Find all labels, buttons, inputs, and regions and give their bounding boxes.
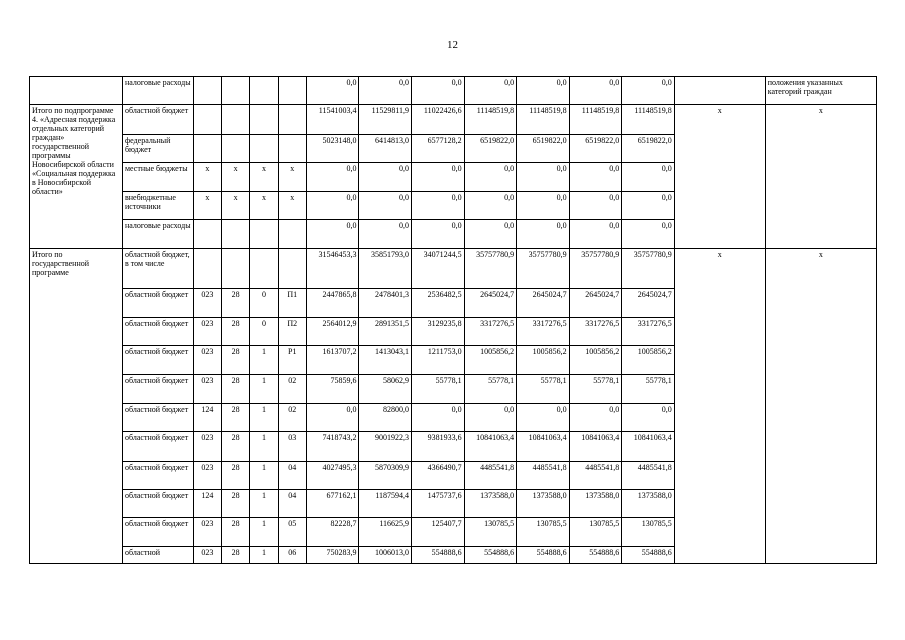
amount-cell: 0,0 — [569, 404, 622, 432]
row-label-cell: Итого по подпрограмме 4. «Адресная поддержка отдельных категорий граждан» государственной программы Новосибирской области «Социальная поддержка в Новосибирской области» — [30, 105, 123, 249]
budget-code-cell: 023 — [193, 289, 221, 318]
executor-cell: x — [674, 105, 765, 249]
amount-cell: 4027495,3 — [306, 462, 359, 490]
amount-cell: 35757780,9 — [464, 249, 517, 289]
amount-cell: 125407,7 — [412, 518, 465, 547]
amount-cell: 9381933,6 — [412, 432, 465, 462]
amount-cell: 0,0 — [306, 404, 359, 432]
budget-code-cell: 124 — [193, 404, 221, 432]
amount-cell: 2645024,7 — [464, 289, 517, 318]
amount-cell: 1373588,0 — [622, 490, 675, 518]
amount-cell: 35851793,0 — [359, 249, 412, 289]
budget-code-cell: x — [222, 192, 250, 220]
amount-cell: 1005856,2 — [569, 346, 622, 375]
budget-code-cell — [278, 220, 306, 249]
amount-cell: 0,0 — [359, 77, 412, 105]
amount-cell: 0,0 — [464, 192, 517, 220]
amount-cell: 1373588,0 — [464, 490, 517, 518]
amount-cell: 4485541,8 — [464, 462, 517, 490]
amount-cell: 4485541,8 — [569, 462, 622, 490]
table-row — [30, 77, 877, 105]
page-number: 12 — [447, 39, 458, 51]
amount-cell: 6519822,0 — [517, 135, 570, 163]
budget-code-cell: x — [193, 163, 221, 192]
amount-cell: 0,0 — [464, 220, 517, 249]
amount-cell: 1475737,6 — [412, 490, 465, 518]
amount-cell: 35757780,9 — [622, 249, 675, 289]
funding-source-cell: областной бюджет — [122, 404, 193, 432]
budget-code-cell: x — [222, 163, 250, 192]
executor-cell: x — [674, 249, 765, 564]
budget-code-cell: 04 — [278, 490, 306, 518]
amount-cell: 0,0 — [569, 220, 622, 249]
budget-code-cell — [222, 105, 250, 135]
funding-source-cell: областной бюджет — [122, 375, 193, 404]
budget-code-cell: 06 — [278, 547, 306, 564]
amount-cell: 0,0 — [464, 77, 517, 105]
budget-code-cell: 124 — [193, 490, 221, 518]
amount-cell: 554888,6 — [464, 547, 517, 564]
amount-cell: 3317276,5 — [464, 318, 517, 346]
budget-code-cell: x — [278, 163, 306, 192]
amount-cell: 0,0 — [359, 163, 412, 192]
amount-cell: 0,0 — [412, 163, 465, 192]
budget-code-cell — [222, 135, 250, 163]
funding-source-cell: областной бюджет — [122, 462, 193, 490]
amount-cell: 55778,1 — [622, 375, 675, 404]
budget-code-cell: 0 — [250, 289, 278, 318]
amount-cell: 11148519,8 — [517, 105, 570, 135]
amount-cell: 554888,6 — [622, 547, 675, 564]
budget-code-cell: 03 — [278, 432, 306, 462]
budget-code-cell — [193, 105, 221, 135]
funding-source-cell: налоговые расходы — [122, 220, 193, 249]
amount-cell: 0,0 — [306, 220, 359, 249]
amount-cell: 11148519,8 — [622, 105, 675, 135]
budget-code-cell — [250, 77, 278, 105]
budget-code-cell: П1 — [278, 289, 306, 318]
amount-cell: 0,0 — [306, 192, 359, 220]
amount-cell: 31546453,3 — [306, 249, 359, 289]
amount-cell: 10841063,4 — [622, 432, 675, 462]
row-label-cell: Итого по государственной программе — [30, 249, 123, 564]
funding-source-cell: областной бюджет — [122, 518, 193, 547]
budget-code-cell: 28 — [222, 404, 250, 432]
budget-code-cell: 1 — [250, 518, 278, 547]
funding-source-cell: налоговые расходы — [122, 77, 193, 105]
budget-code-cell: 04 — [278, 462, 306, 490]
amount-cell: 4366490,7 — [412, 462, 465, 490]
amount-cell: 11529811,9 — [359, 105, 412, 135]
executor-cell — [674, 77, 765, 105]
amount-cell: 3317276,5 — [569, 318, 622, 346]
amount-cell: 0,0 — [622, 404, 675, 432]
funding-source-cell: областной бюджет — [122, 432, 193, 462]
budget-code-cell: 28 — [222, 432, 250, 462]
amount-cell: 1005856,2 — [464, 346, 517, 375]
amount-cell: 1373588,0 — [569, 490, 622, 518]
amount-cell: 35757780,9 — [517, 249, 570, 289]
amount-cell: 4485541,8 — [517, 462, 570, 490]
amount-cell: 1006013,0 — [359, 547, 412, 564]
funding-source-cell: местные бюджеты — [122, 163, 193, 192]
budget-code-cell: P1 — [278, 346, 306, 375]
budget-table — [29, 76, 877, 564]
funding-source-cell: областной — [122, 547, 193, 564]
amount-cell: 1373588,0 — [517, 490, 570, 518]
funding-source-cell: внебюджетные источники — [122, 192, 193, 220]
amount-cell: 5870309,9 — [359, 462, 412, 490]
amount-cell: 0,0 — [517, 192, 570, 220]
budget-code-cell — [193, 249, 221, 289]
result-cell: x — [765, 249, 876, 564]
budget-code-cell: 02 — [278, 404, 306, 432]
budget-code-cell: 05 — [278, 518, 306, 547]
amount-cell: 4485541,8 — [622, 462, 675, 490]
funding-source-cell: федеральный бюджет — [122, 135, 193, 163]
budget-code-cell — [250, 105, 278, 135]
amount-cell: 2478401,3 — [359, 289, 412, 318]
budget-code-cell: x — [250, 192, 278, 220]
funding-source-cell: областной бюджет — [122, 289, 193, 318]
amount-cell: 0,0 — [569, 77, 622, 105]
budget-code-cell: 28 — [222, 547, 250, 564]
budget-code-cell: 28 — [222, 346, 250, 375]
budget-code-cell: 1 — [250, 547, 278, 564]
amount-cell: 0,0 — [517, 220, 570, 249]
amount-cell: 11022426,6 — [412, 105, 465, 135]
amount-cell: 0,0 — [412, 77, 465, 105]
budget-code-cell — [193, 135, 221, 163]
budget-code-cell: 28 — [222, 518, 250, 547]
amount-cell: 3317276,5 — [622, 318, 675, 346]
amount-cell: 2891351,5 — [359, 318, 412, 346]
amount-cell: 0,0 — [622, 77, 675, 105]
amount-cell: 5023148,0 — [306, 135, 359, 163]
amount-cell: 1211753,0 — [412, 346, 465, 375]
amount-cell: 2645024,7 — [622, 289, 675, 318]
budget-code-cell — [222, 220, 250, 249]
amount-cell: 2564012,9 — [306, 318, 359, 346]
row-label-cell — [30, 77, 123, 105]
amount-cell: 554888,6 — [412, 547, 465, 564]
amount-cell: 554888,6 — [517, 547, 570, 564]
amount-cell: 0,0 — [306, 163, 359, 192]
amount-cell: 0,0 — [359, 220, 412, 249]
amount-cell: 6519822,0 — [464, 135, 517, 163]
amount-cell: 55778,1 — [569, 375, 622, 404]
amount-cell: 6414813,0 — [359, 135, 412, 163]
amount-cell: 130785,5 — [569, 518, 622, 547]
amount-cell: 2645024,7 — [517, 289, 570, 318]
budget-code-cell: 023 — [193, 462, 221, 490]
amount-cell: 2645024,7 — [569, 289, 622, 318]
amount-cell: 0,0 — [412, 192, 465, 220]
funding-source-cell: областной бюджет — [122, 346, 193, 375]
budget-code-cell — [222, 77, 250, 105]
budget-code-cell — [250, 135, 278, 163]
amount-cell: 82228,7 — [306, 518, 359, 547]
budget-code-cell: x — [250, 163, 278, 192]
amount-cell: 55778,1 — [412, 375, 465, 404]
budget-code-cell: x — [193, 192, 221, 220]
amount-cell: 0,0 — [464, 163, 517, 192]
budget-code-cell: 023 — [193, 518, 221, 547]
budget-code-cell: П2 — [278, 318, 306, 346]
amount-cell: 11148519,8 — [569, 105, 622, 135]
funding-source-cell: областной бюджет — [122, 318, 193, 346]
amount-cell: 6577128,2 — [412, 135, 465, 163]
amount-cell: 116625,9 — [359, 518, 412, 547]
amount-cell: 58062,9 — [359, 375, 412, 404]
amount-cell: 0,0 — [306, 77, 359, 105]
amount-cell: 1005856,2 — [517, 346, 570, 375]
budget-code-cell: 023 — [193, 432, 221, 462]
amount-cell: 7418743,2 — [306, 432, 359, 462]
amount-cell: 2447865,8 — [306, 289, 359, 318]
amount-cell: 0,0 — [517, 404, 570, 432]
amount-cell: 55778,1 — [464, 375, 517, 404]
budget-code-cell: 28 — [222, 318, 250, 346]
funding-source-cell: областной бюджет — [122, 105, 193, 135]
amount-cell: 0,0 — [412, 220, 465, 249]
budget-code-cell — [193, 220, 221, 249]
amount-cell: 35757780,9 — [569, 249, 622, 289]
budget-code-cell: 023 — [193, 318, 221, 346]
funding-source-cell: областной бюджет — [122, 490, 193, 518]
budget-code-cell: 1 — [250, 346, 278, 375]
amount-cell: 0,0 — [569, 192, 622, 220]
amount-cell: 3129235,8 — [412, 318, 465, 346]
amount-cell: 0,0 — [464, 404, 517, 432]
amount-cell: 6519822,0 — [569, 135, 622, 163]
amount-cell: 554888,6 — [569, 547, 622, 564]
amount-cell: 1187594,4 — [359, 490, 412, 518]
amount-cell: 10841063,4 — [464, 432, 517, 462]
amount-cell: 130785,5 — [464, 518, 517, 547]
amount-cell: 82800,0 — [359, 404, 412, 432]
table-row — [30, 249, 877, 289]
amount-cell: 1005856,2 — [622, 346, 675, 375]
budget-code-cell: 28 — [222, 289, 250, 318]
table-row — [30, 105, 877, 135]
budget-code-cell: 02 — [278, 375, 306, 404]
budget-code-cell: 1 — [250, 462, 278, 490]
budget-code-cell — [193, 77, 221, 105]
amount-cell: 677162,1 — [306, 490, 359, 518]
budget-code-cell — [278, 77, 306, 105]
amount-cell: 0,0 — [517, 77, 570, 105]
budget-code-cell: 1 — [250, 490, 278, 518]
budget-code-cell — [278, 105, 306, 135]
amount-cell: 130785,5 — [517, 518, 570, 547]
budget-code-cell: 023 — [193, 547, 221, 564]
budget-code-cell: 0 — [250, 318, 278, 346]
budget-code-cell — [222, 249, 250, 289]
amount-cell: 6519822,0 — [622, 135, 675, 163]
amount-cell: 1613707,2 — [306, 346, 359, 375]
amount-cell: 0,0 — [517, 163, 570, 192]
amount-cell: 10841063,4 — [517, 432, 570, 462]
budget-code-cell: 28 — [222, 490, 250, 518]
amount-cell: 0,0 — [622, 220, 675, 249]
funding-source-cell: областной бюджет, в том числе — [122, 249, 193, 289]
budget-code-cell — [278, 249, 306, 289]
budget-code-cell: 1 — [250, 375, 278, 404]
budget-code-cell — [278, 135, 306, 163]
amount-cell: 10841063,4 — [569, 432, 622, 462]
amount-cell: 1413043,1 — [359, 346, 412, 375]
budget-code-cell: 1 — [250, 404, 278, 432]
amount-cell: 750283,9 — [306, 547, 359, 564]
amount-cell: 3317276,5 — [517, 318, 570, 346]
budget-code-cell — [250, 220, 278, 249]
amount-cell: 9001922,3 — [359, 432, 412, 462]
result-cell: положения указанных категорий граждан — [765, 77, 876, 105]
result-cell: x — [765, 105, 876, 249]
budget-code-cell: 28 — [222, 375, 250, 404]
budget-code-cell: 1 — [250, 432, 278, 462]
budget-code-cell: x — [278, 192, 306, 220]
amount-cell: 11148519,8 — [464, 105, 517, 135]
amount-cell: 0,0 — [359, 192, 412, 220]
amount-cell: 130785,5 — [622, 518, 675, 547]
budget-code-cell: 023 — [193, 375, 221, 404]
amount-cell: 75859,6 — [306, 375, 359, 404]
amount-cell: 34071244,5 — [412, 249, 465, 289]
amount-cell: 11541003,4 — [306, 105, 359, 135]
amount-cell: 0,0 — [622, 192, 675, 220]
amount-cell: 2536482,5 — [412, 289, 465, 318]
amount-cell: 0,0 — [622, 163, 675, 192]
budget-code-cell: 28 — [222, 462, 250, 490]
budget-code-cell — [250, 249, 278, 289]
amount-cell: 55778,1 — [517, 375, 570, 404]
amount-cell: 0,0 — [412, 404, 465, 432]
amount-cell: 0,0 — [569, 163, 622, 192]
budget-code-cell: 023 — [193, 346, 221, 375]
